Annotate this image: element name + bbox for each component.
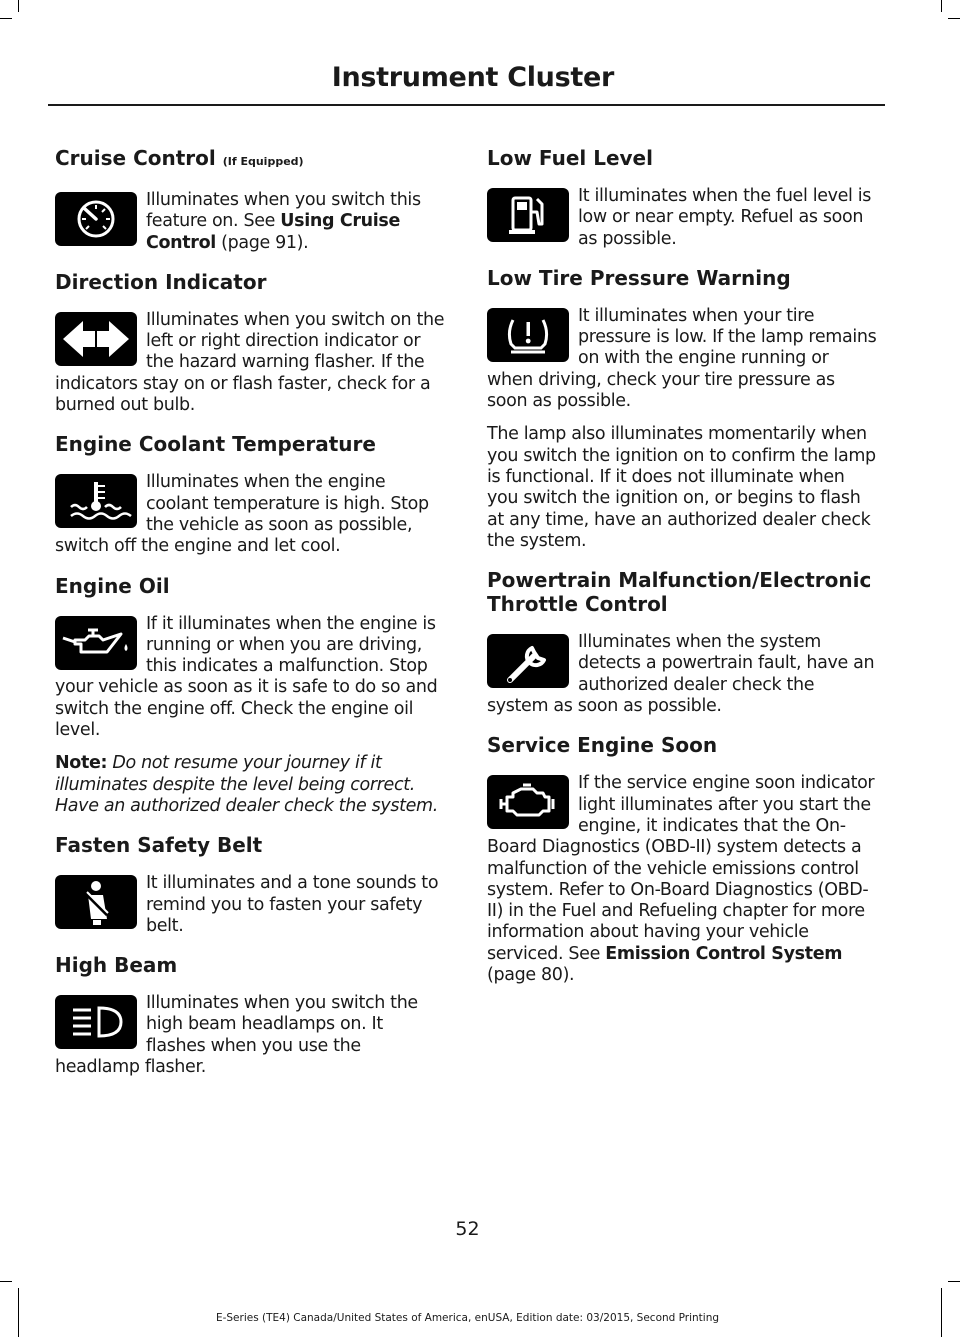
fuel-pump-icon: [487, 188, 569, 242]
section-body: Illuminates when you switch the high beam headlamps on. It flashes when you use the headlamp flasher.: [55, 993, 418, 1078]
section-body: Illuminates when you switch this feature on. See Using Cruise Control (page 91).: [146, 190, 421, 253]
section-title: High Beam: [55, 953, 178, 978]
section-body: It illuminates when the fuel level is low or near empty. Refuel as soon as possible.: [578, 186, 872, 249]
section-body: If it illuminates when the engine is running or when you are driving, this indicates a malfunction. Stop your vehicle as soon as it is safe to do so and switch the engine off. Check the engine oil level.: [55, 613, 438, 741]
section-powertrain: [487, 568, 879, 717]
section-body: The lamp also illuminates momentarily when you switch the ignition on to confirm the lamp is functional. If it does not illuminate when you switch the ignition on, or begins to flash at any time, have an authorized dealer check the system.: [487, 424, 876, 551]
section-title: Fasten Safety Belt: [55, 833, 263, 858]
crop-mark: [18, 0, 19, 12]
cross-reference-link[interactable]: Emission Control System: [605, 943, 843, 964]
tire-pressure-icon: [487, 308, 569, 362]
section-body: Illuminates when the system detects a powertrain fault, have an authorized dealer check the system as soon as possible.: [487, 632, 875, 717]
section-body: If the service engine soon indicator light illuminates after you start the engine, it indicates that the On-Board Diagnostics (OBD-II) system detects a malfunction of the vehicle emissions control system. Refer to On-Board Diagnostics (OBD-II) in the Fuel and Refueling chapter for more information about having your vehicle serviced. See Emission Control System (page 80).: [487, 773, 875, 986]
edition-footer: E-Series (TE4) Canada/United States of America, enUSA, Edition date: 03/2015, Second Printing: [215, 1312, 720, 1324]
section-title: Direction Indicator: [55, 269, 267, 294]
section-title: Engine Oil: [55, 573, 170, 598]
section-body: It illuminates and a tone sounds to remind you to fasten your safety belt.: [146, 873, 439, 936]
crop-mark: [948, 1281, 960, 1282]
direction-arrows-icon: [55, 312, 137, 366]
section-title: Cruise Control (If Equipped): [55, 146, 304, 170]
engine-icon: [487, 775, 569, 829]
section-low-fuel: [487, 146, 879, 250]
section-safety-belt: [55, 833, 447, 937]
section-body: It illuminates when your tire pressure is low. If the lamp remains on with the engine running or when driving, check your tire pressure as soon as possible.: [487, 305, 877, 412]
page-title: Instrument Cluster: [331, 62, 614, 93]
crop-mark: [0, 1281, 12, 1282]
left-column: [55, 146, 447, 1094]
section-title: Low Fuel Level: [487, 146, 653, 170]
section-service-engine: [487, 733, 879, 986]
header-divider: [48, 104, 885, 106]
section-title: Low Tire Pressure Warning: [487, 265, 791, 290]
section-title: Engine Coolant Temperature: [55, 432, 376, 457]
section-engine-coolant: [55, 432, 447, 557]
cross-reference-link[interactable]: Using Cruise Control: [146, 211, 400, 253]
section-title: Service Engine Soon: [487, 733, 718, 758]
crop-mark: [0, 18, 12, 19]
note-paragraph: Note: Do not resume your journey if it illuminates despite the level being correct. Have an authorized dealer check the system.: [55, 753, 438, 816]
crop-mark: [941, 1288, 942, 1337]
section-high-beam: [55, 953, 447, 1078]
crop-mark: [941, 0, 942, 12]
section-title: Powertrain Malfunction/Electronic Throttle Control: [487, 568, 872, 617]
section-cruise-control: [55, 146, 447, 254]
seatbelt-icon: [55, 875, 137, 929]
section-engine-oil: [55, 574, 447, 818]
section-direction-indicator: [55, 270, 447, 416]
oil-can-icon: [55, 616, 137, 670]
section-body: Illuminates when you switch on the left or right direction indicator or the hazard warning flasher. If the indicators stay on or flash faster, check for a burned out bulb.: [55, 309, 445, 416]
wrench-icon: [487, 634, 569, 688]
right-column: [487, 146, 879, 1002]
section-tire-pressure: [487, 266, 879, 552]
page-number: 52: [455, 1218, 480, 1240]
crop-mark: [948, 18, 960, 19]
cruise-control-icon: [55, 192, 137, 246]
section-body: Illuminates when the engine coolant temperature is high. Stop the vehicle as soon as possible, switch off the engine and let cool.: [55, 472, 429, 557]
coolant-temperature-icon: [55, 474, 137, 528]
high-beam-icon: [55, 995, 137, 1049]
